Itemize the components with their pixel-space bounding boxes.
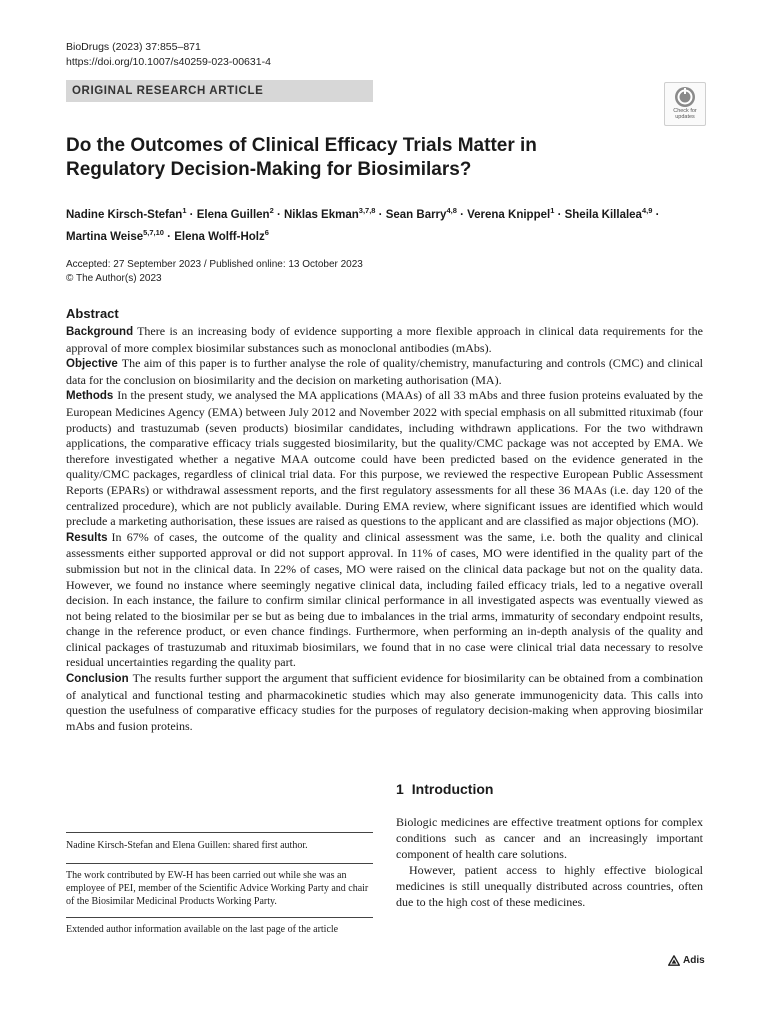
conclusion-label: Conclusion — [66, 673, 129, 686]
author-affiliation: 3,7,8 — [358, 206, 376, 215]
results-text: In 67% of cases, the outcome of the quality and clinical assessment was the same, i.e. both the quality and clinical assessments either supported approval or did not support approval. In 11% of cases, MO were identified in the quality part of the submission but not in the clinical data. In 22% of cases, MO were raised on the clinical data package but not on the quality data. However, we found no instance where seemingly negative clinical data, including failed efficacy trials, led to a negative overall decision. In each instance, the failure to confirm similar clinical performance in all investigated aspects was eventually viewed as not being related to the biosimilar per se but as being due to imbalances in the trial arms, immaturity of secondary endpoint results, change in the reference product, or even chance findings. Furthermore, when performing an in-depth analysis of the quality and clinical packages of trastuzumab and rituximab biosimilars, we found that in no case were clinical trial data necessary to resolve residual uncertainties regarding the quality part. — [66, 529, 703, 670]
author-name[interactable]: Sheila Killalea — [564, 208, 642, 221]
journal-citation: BioDrugs (2023) 37:855–871 — [66, 41, 201, 53]
doi-link[interactable]: https://doi.org/10.1007/s40259-023-00631-4 — [66, 56, 271, 68]
check-for-updates-line1: Check for — [673, 108, 697, 114]
footnote-divider — [66, 832, 373, 833]
author-affiliation: 2 — [269, 206, 274, 215]
author-name[interactable]: Verena Knippel — [467, 208, 551, 221]
author-affiliation: 4,9 — [641, 206, 653, 215]
section-number: 1 — [396, 781, 404, 797]
author-affiliation: 1 — [182, 206, 187, 215]
conclusion-text: The results further support the argument that sufficient evidence for biosimilarity can be obtained from a combination of analytical and functional testing and pharmacokinetic studies which may also generate immunogenicity data. This calls into question the usefulness of comparative efficacy studies for the purposes of regulatory decision-making when approving biosimilar mAbs and fusion proteins. — [66, 671, 703, 733]
author-affiliation: 5,7,10 — [143, 227, 164, 237]
journal-header — [66, 40, 271, 70]
objective-text: The aim of this paper is to further analyse the role of quality/chemistry, manufacturing and controls (CMC) and clinical data for the conclusion on biosimilarity and the decision on marketing authorisation (MA). — [66, 356, 703, 387]
background-text: There is an increasing body of evidence supporting a more flexible approach in clinical data requirements for the approval of more complex biosimilar substances such as monoclonal antibodies (mAbs). — [66, 324, 703, 355]
author-affiliation: 4,8 — [446, 206, 457, 215]
accepted-published-dates: Accepted: 27 September 2023 / Published online: 13 October 2023 — [66, 259, 363, 270]
introduction-heading — [396, 780, 703, 798]
author-name[interactable]: Sean Barry — [385, 208, 447, 221]
footnote-divider — [66, 917, 373, 918]
adis-triangle-icon — [668, 955, 680, 966]
footnote-divider — [66, 863, 373, 864]
footnotes — [66, 832, 373, 936]
introduction-paragraph-1: Biologic medicines are effective treatment options for complex conditions such as cancer and an increasingly important component of health care solutions. — [396, 815, 703, 861]
abstract-background — [66, 324, 703, 356]
publication-dates — [66, 258, 363, 286]
section-title: Introduction — [411, 781, 494, 797]
abstract-conclusion — [66, 671, 703, 734]
author-name[interactable]: Elena Guillen — [196, 208, 270, 221]
abstract-section — [66, 306, 703, 734]
check-for-updates-badge[interactable] — [664, 82, 706, 126]
check-for-updates-line2: updates — [675, 114, 695, 120]
author-name[interactable]: Nadine Kirsch-Stefan — [66, 208, 183, 221]
copyright-line: © The Author(s) 2023 — [66, 273, 162, 284]
publisher-logo — [668, 955, 705, 966]
publisher-name: Adis — [683, 955, 705, 966]
introduction-paragraph-2: However, patient access to highly effective biological medicines is still unequally distributed across countries, often due to the high cost of these medicines. — [396, 863, 703, 909]
author-affiliation: 1 — [550, 206, 555, 215]
methods-text: In the present study, we analysed the MA applications (MAAs) of all 33 mAbs and three fusion proteins evaluated by the European Medicines Agency (EMA) between July 2012 and November 2022 with special emphasis on all submitted rituximab (four products) and trastuzumab (seven products) biosimilar candidates, including withdrawn applications. For the two withdrawn applications, the comparative efficacy trials suggested biosimilarity, but the quality/CMC package was not accepted by EMA. We therefore investigated whether a negative MAA outcome could have been predicted based on the evidence generated in the quality/CMC packages, regardless of clinical trial data. For this purpose, we reviewed the respective European Public Assessment Reports (EPARs) or withdrawal assessment reports, and the first regulatory assessments for all these 36 MAAs (i.e. day 120 of the centralized procedure), which are not publicly available. During EMA review, where significant issues are identified which would preclude a marketing authorisation, these issues are raised as questions to the applicant and are classified as major objections (MO). — [66, 388, 703, 529]
article-type-banner: ORIGINAL RESEARCH ARTICLE — [66, 80, 373, 102]
check-for-updates-icon — [674, 86, 696, 108]
abstract-objective — [66, 356, 703, 388]
article-title: Do the Outcomes of Clinical Efficacy Trials Matter in Regulatory Decision-Making for Biosimilars? — [66, 135, 537, 180]
contribution-note: The work contributed by EW-H has been carried out while she was an employee of PEI, member of the Scientific Advice Working Party and chair of the Biosimilar Medicinal Products Working Party. — [66, 870, 369, 907]
author-name[interactable]: Martina Weise — [66, 230, 144, 243]
abstract-methods — [66, 388, 703, 529]
author-list: Nadine Kirsch-Stefan$^1$ · Elena Guillen$^2$ · Niklas Ekman$^{3,7,8}$ · Sean Barry$^{4,8}$ · Verena Knippel$^1$ · Sheila Killalea$^{4,9}$ · Martina Weise$^{5,7,10}$ · Elena Wolff-Holz$^6$ — [66, 206, 660, 243]
abstract-results — [66, 530, 703, 671]
author-affiliation: 6 — [264, 227, 269, 237]
author-name[interactable]: Niklas Ekman — [283, 208, 359, 221]
author-name[interactable]: Elena Wolff-Holz — [174, 230, 265, 243]
objective-label: Objective — [66, 358, 118, 371]
methods-label: Methods — [66, 390, 114, 403]
shared-first-author-note: Nadine Kirsch-Stefan and Elena Guillen: shared first author. — [66, 840, 308, 851]
introduction-section — [396, 780, 703, 910]
extended-author-info-note: Extended author information available on the last page of the article — [66, 924, 339, 935]
results-label: Results — [66, 531, 108, 544]
abstract-heading: Abstract — [66, 306, 119, 321]
background-label: Background — [66, 326, 134, 338]
